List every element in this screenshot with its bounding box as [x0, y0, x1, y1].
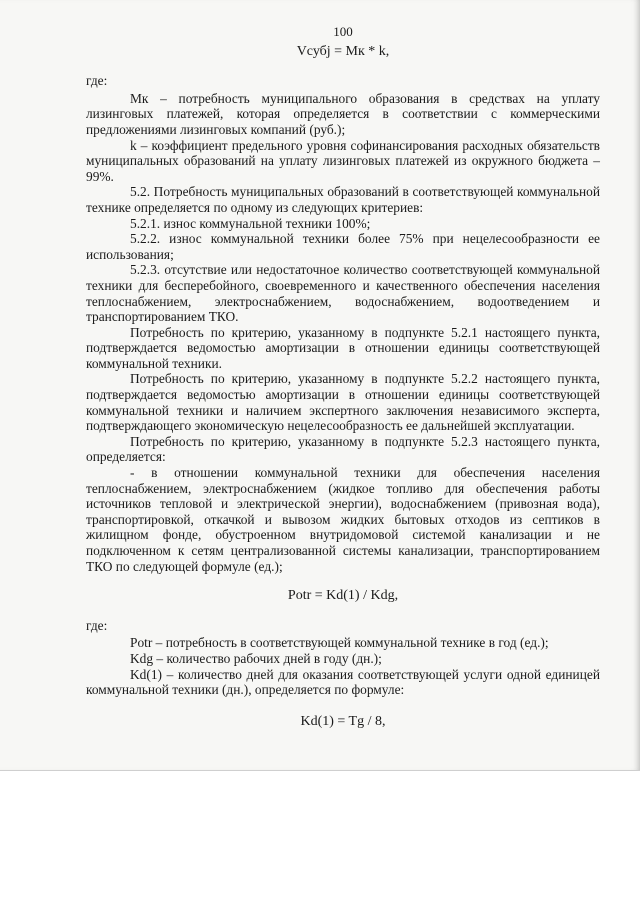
formula-kd1: Kd(1) = Tg / 8,: [300, 713, 386, 729]
paragraph-k: k – коэффициент предельного уровня софинансирования расходных обязательств муниципальных образований на уплату лизинговых платежей из окружного бюджета – 99%.: [86, 137, 600, 184]
paragraph-criterion-1: Потребность по критерию, указанному в подпункте 5.2.1 настоящего пункта, подтверждается ведомостью амортизации в отношении единицы соответствующей коммунальной техники.: [86, 324, 600, 371]
paragraph-criterion-3: Потребность по критерию, указанному в подпункте 5.2.3 настоящего пункта, определяется:: [86, 433, 600, 465]
paragraph-municipal-vehicles: - в отношении коммунальной техники для обеспечения населения теплоснабжением, электроснабжением (жидкое топливо для обеспечения работы источников тепловой и электрической энергии), водоснабжением (привозная вода), транспортировкой, откачкой и вывозом жидких бытовых отходов из септиков в жилищном фонде, обустроенном внутридомовой системой канализации и не подключенном к сетям централизованной системы канализации, транспортированием ТКО по следующей формуле (ед.);: [86, 465, 600, 574]
page-number: 100: [333, 24, 353, 39]
paragraph-mk: Мк – потребность муниципального образования в средствах на уплату лизинговых платежей, которая определяется в соответствии с коммерческими предложениями лизинговых компаний (руб.);: [86, 90, 600, 137]
where-label: где:: [86, 73, 108, 89]
formula-potr: Potr = Kd(1) / Kdg,: [287, 588, 399, 604]
paragraph-criterion-2: Потребность по критерию, указанному в подпункте 5.2.2 настоящего пункта, подтверждается ведомостью амортизации в отношении единицы соответствующей коммунальной техники и наличием экспертного заключения независимого эксперта, подтверждающего экономическую нецелесообразность ее дальнейшей эксплуатации.: [86, 371, 600, 434]
paragraph-5-2-3: 5.2.3. отсутствие или недостаточное количество соответствующей коммунальной техники для бесперебойного, своевременного и качественного обеспечения населения теплоснабжением, электроснабжением, водоснабжением, водоотведением и транспортированием ТКО.: [86, 262, 600, 325]
document-body: [86, 24, 600, 729]
paragraph-5-2-2: 5.2.2. износ коммунальной техники более 75% при нецелесообразности ее использования;: [86, 231, 600, 262]
paragraph-5-2: 5.2. Потребность муниципальных образований в соответствующей коммунальной технике определяется по одному из следующих критериев:: [86, 184, 600, 215]
paragraph-kdg: Kdg – количество рабочих дней в году (дн.);: [130, 650, 382, 666]
paragraph-5-2-1: 5.2.1. износ коммунальной техники 100%;: [130, 215, 371, 231]
paragraph-kd1: Kd(1) – количество дней для оказания соответствующей услуги одной единицей коммунальной техники (дн.), определяется по формуле:: [86, 666, 600, 698]
where-label-2: где:: [86, 617, 108, 633]
paragraph-potr: Potr – потребность в соответствующей коммунальной технике в год (ед.);: [130, 635, 549, 651]
formula-vsubj: Vсубj = Мк * k,: [296, 43, 390, 59]
